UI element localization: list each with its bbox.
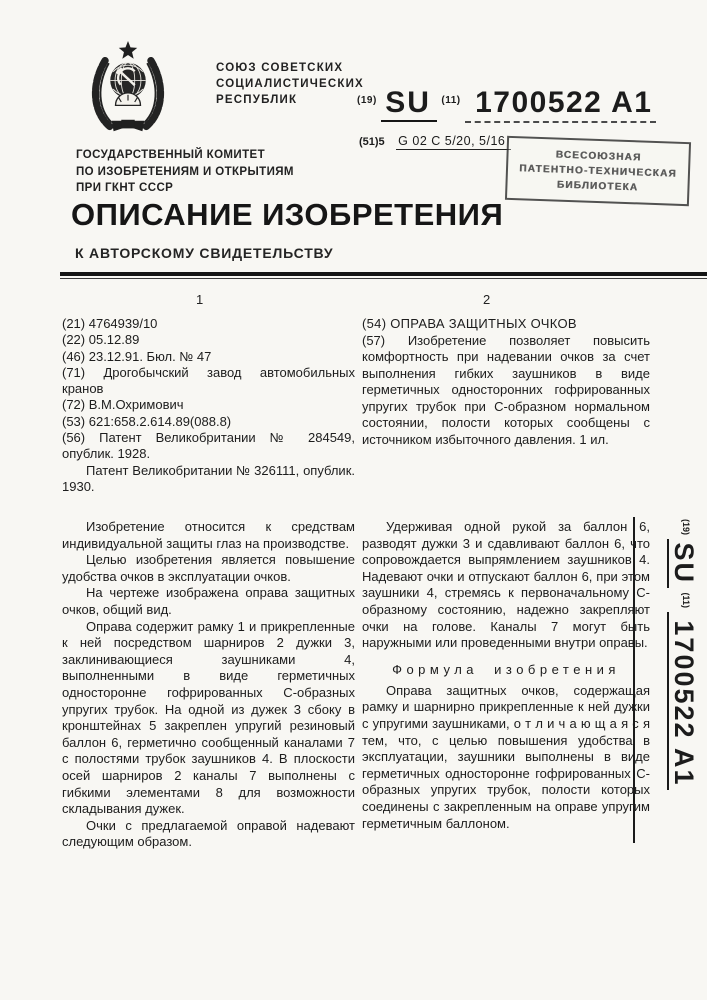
column-marker-1: 1 — [196, 292, 204, 307]
country-code: SU — [667, 539, 699, 588]
publication-number — [357, 86, 656, 120]
document-number: 1700522 A1 — [465, 86, 656, 123]
description-left-column — [62, 519, 355, 851]
stamp-line: БИБЛИОТЕКА — [556, 179, 639, 193]
invention-title-54: (54) ОПРАВА ЗАЩИТНЫХ ОЧКОВ — [362, 316, 577, 331]
ipc-classes: G 02 C 5/20, 5/16 — [396, 134, 511, 150]
inid-code-51: (51)5 — [359, 136, 385, 148]
document-title: ОПИСАНИЕ ИЗОБРЕТЕНИЯ — [71, 197, 504, 232]
description-paragraph: Целью изобретения является повышение удобства очков в эксплуатации очков. — [62, 552, 355, 584]
description-paragraph: Удерживая одной рукой за баллон 6, разводят дужки 3 и сдавливают баллон 6, что сопровождается выпрямлением заушников 4. Надевают очки и отпускают баллон 6, при этом заушники 4, стремясь к первоначальному С-образному состоянию, надежно закрепляют очки на голове. Каналы 7 могут быть наружными или проведенными внутри оправы. — [362, 519, 650, 651]
abstract-block — [362, 316, 650, 449]
biblio-entry-46: (46) 23.12.91. Бюл. № 47 — [62, 348, 212, 364]
biblio-entry-72: (72) В.М.Охримович — [62, 397, 184, 413]
inid-code-11: (11) — [681, 592, 691, 608]
stamp-line: ВСЕСОЮЗНАЯ — [555, 149, 642, 164]
country-line: РЕСПУБЛИК — [216, 94, 298, 106]
divider-rule-thin — [60, 278, 707, 279]
biblio-entry-53: (53) 621:658.2.614.89(088.8) — [62, 413, 232, 429]
country-name — [216, 60, 364, 108]
country-line: СОЮЗ СОВЕТСКИХ — [216, 62, 344, 74]
description-right-column — [362, 519, 650, 832]
description-paragraph: Оправа содержит рамку 1 и прикрепленные к ней посредством шарниров 2 дужки 3, заклинивающиеся заушниками 4, выполненными в виде герметичных односторонне гофрированных С-образных упругих трубок. На одной из дужек 3 сбоку в кронштейнах 5 закреплен упругий резиновый баллон 6, герметично сообщенный каналами 7 с полостями трубок заушников 4. В плоскости осей шарниров 2 каналы 7 выполнены с гибкими элементами 8 для возможности складывания дужек. — [62, 618, 355, 817]
claims-paragraph: Оправа защитных очков, содержащая рамку и шарнирно прикрепленные к ней дужки с упругими заушниками, о т л и ч а ю щ а я с я тем, что, с целью повышения удобства в эксплуатации, заушники выполнены в виде герметичных односторонне гофрированных С-образных упругих трубок, полости которых соединены с закрепленным на оправе упругим герметичным баллоном. — [362, 682, 650, 831]
inid-code-19: (19) — [681, 519, 691, 536]
description-paragraph: Изобретение относится к средствам индивидуальной защиты глаз на производстве. — [62, 519, 355, 551]
column-marker-2: 2 — [483, 292, 491, 307]
biblio-entry-56-cont: Патент Великобритании № 326111, опублик. 1930. — [62, 462, 355, 494]
committee-line: ПРИ ГКНТ СССР — [76, 182, 174, 194]
inid-code-11: (11) — [441, 95, 461, 106]
country-code: SU — [381, 86, 437, 122]
biblio-entry-71: (71) Дрогобычский завод автомобильных кранов — [62, 364, 355, 397]
library-stamp — [505, 136, 691, 206]
committee-line: ПО ИЗОБРЕТЕНИЯМ И ОТКРЫТИЯМ — [76, 165, 294, 178]
bibliographic-block — [62, 316, 355, 495]
claims-heading: Формула изобретения — [392, 661, 620, 677]
abstract-text-57: (57) Изобретение позволяет повысить комфортность при надевании очков за счет выполнения гибких заушников в виде герметичных односторонних гофрированных упругих трубок при С-образном нормальном состоянии, полости которых сообщены с источником избыточного давления. 1 ил. — [362, 332, 650, 448]
document-subtitle: К АВТОРСКОМУ СВИДЕТЕЛЬСТВУ — [75, 245, 334, 261]
description-paragraph: Очки с предлагаемой оправой надевают следующим образом. — [62, 817, 355, 850]
ipc-classification — [359, 134, 511, 148]
biblio-entry-56: (56) Патент Великобритании № 284549, опублик. 1928. — [62, 430, 355, 462]
biblio-entry-21: (21) 4764939/10 — [62, 316, 158, 331]
divider-rule-thick — [60, 272, 707, 276]
committee-line: ГОСУДАРСТВЕННЫЙ КОМИТЕТ — [76, 149, 265, 161]
divider-rule — [60, 272, 707, 279]
stamp-line: ПАТЕНТНО-ТЕХНИЧЕСКАЯ — [519, 162, 677, 180]
inid-code-19: (19) — [357, 95, 377, 106]
rotated-document-id — [633, 517, 707, 843]
soviet-emblem-icon — [80, 40, 176, 140]
description-paragraph: На чертеже изображена оправа защитных очков, общий вид. — [62, 585, 355, 617]
country-line: СОЦИАЛИСТИЧЕСКИХ — [216, 78, 364, 90]
biblio-entry-22: (22) 05.12.89 — [62, 332, 140, 348]
rotated-document-id-text — [653, 519, 699, 841]
committee-name — [76, 147, 294, 197]
document-number: 1700522 A1 — [667, 612, 699, 789]
